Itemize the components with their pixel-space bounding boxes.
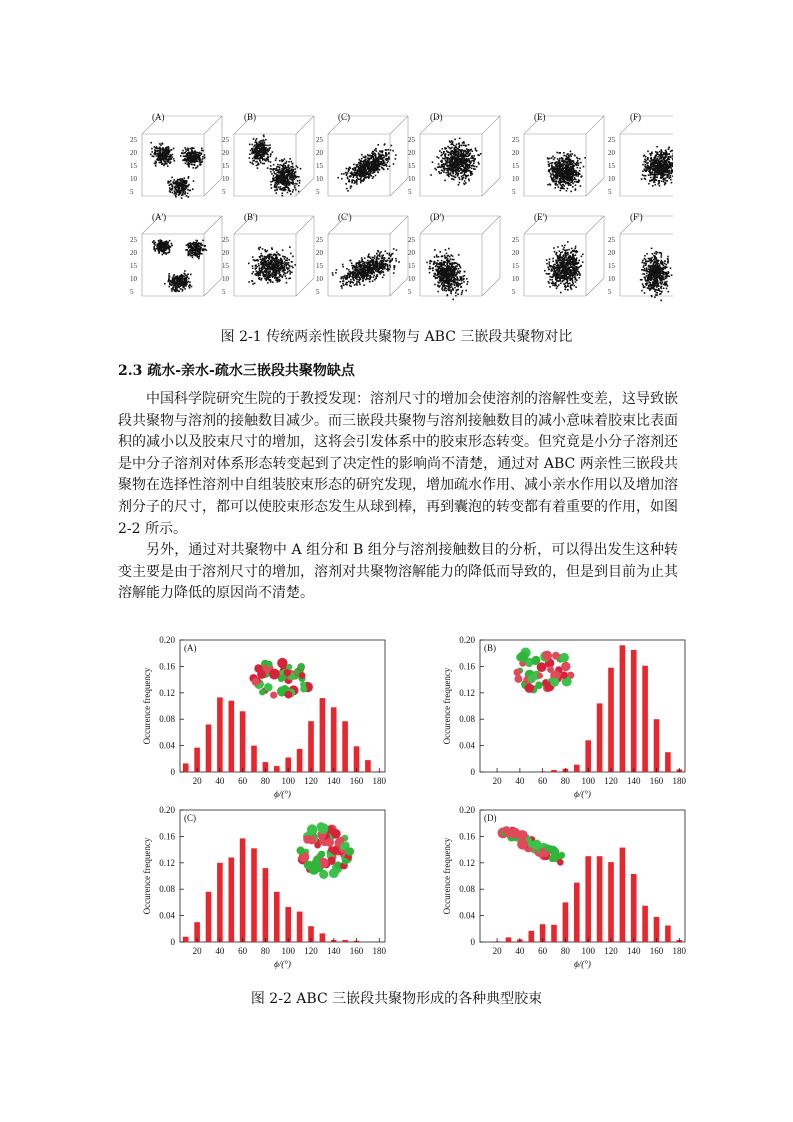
panel-label: (D') bbox=[430, 212, 445, 222]
bar bbox=[251, 848, 257, 942]
bar bbox=[217, 697, 223, 772]
x-tick-label: 100 bbox=[581, 946, 595, 956]
bar-chart-1 bbox=[142, 635, 387, 799]
y-tick-label: 0.04 bbox=[459, 910, 475, 921]
bar bbox=[574, 883, 580, 942]
bar bbox=[585, 740, 591, 772]
scatter-cube-1 bbox=[130, 116, 222, 199]
micelle-illustration bbox=[297, 822, 355, 879]
svg-text:10: 10 bbox=[608, 175, 615, 183]
bar bbox=[631, 874, 637, 942]
y-axis-label: Occurence frequency bbox=[142, 667, 152, 745]
panel-label: (B') bbox=[244, 212, 258, 222]
scatter-cube-7 bbox=[130, 216, 222, 296]
scatter-cube-10 bbox=[408, 216, 500, 300]
svg-text:5: 5 bbox=[316, 188, 320, 196]
svg-text:15: 15 bbox=[222, 162, 229, 170]
bar bbox=[331, 707, 337, 772]
bar bbox=[308, 721, 314, 772]
bar bbox=[320, 698, 326, 772]
bar bbox=[654, 719, 660, 772]
y-tick-label: 0.20 bbox=[459, 805, 475, 815]
bar bbox=[320, 933, 326, 942]
bar bbox=[585, 856, 591, 942]
scatter-cube-4 bbox=[408, 116, 500, 196]
svg-text:15: 15 bbox=[130, 262, 137, 270]
y-tick-label: 0.04 bbox=[159, 740, 175, 751]
svg-text:5: 5 bbox=[512, 188, 516, 196]
x-axis-label: ϕ/(°) bbox=[274, 959, 291, 969]
bar bbox=[206, 892, 212, 942]
y-tick-label: 0.04 bbox=[159, 910, 175, 921]
x-axis-label: ϕ/(°) bbox=[274, 789, 291, 799]
svg-text:25: 25 bbox=[222, 136, 229, 144]
panel-label: (A') bbox=[152, 212, 167, 222]
svg-text:5: 5 bbox=[222, 288, 226, 296]
y-tick-label: 0.16 bbox=[159, 831, 175, 842]
svg-text:10: 10 bbox=[512, 175, 519, 183]
x-tick-label: 140 bbox=[327, 946, 341, 956]
svg-text:20: 20 bbox=[408, 149, 415, 157]
y-tick-label: 0.20 bbox=[459, 635, 475, 645]
svg-text:20: 20 bbox=[512, 149, 519, 157]
y-tick-label: 0.16 bbox=[159, 661, 175, 672]
x-tick-label: 60 bbox=[538, 946, 548, 956]
figure-2-1-image bbox=[128, 108, 673, 318]
x-tick-label: 40 bbox=[515, 946, 525, 956]
x-tick-label: 180 bbox=[672, 946, 687, 956]
svg-text:25: 25 bbox=[316, 136, 323, 144]
bar bbox=[263, 868, 269, 942]
x-tick-label: 20 bbox=[192, 946, 202, 956]
svg-text:20: 20 bbox=[222, 149, 229, 157]
svg-text:5: 5 bbox=[608, 188, 612, 196]
y-tick-label: 0.16 bbox=[459, 831, 475, 842]
x-tick-label: 40 bbox=[215, 946, 225, 956]
svg-text:5: 5 bbox=[130, 188, 134, 196]
x-tick-label: 180 bbox=[372, 946, 387, 956]
x-tick-label: 20 bbox=[492, 946, 502, 956]
x-tick-label: 60 bbox=[538, 776, 548, 786]
bar bbox=[608, 862, 614, 942]
bar bbox=[608, 668, 614, 772]
svg-text:10: 10 bbox=[408, 175, 415, 183]
body-text bbox=[118, 389, 678, 605]
bar bbox=[342, 721, 348, 772]
svg-text:15: 15 bbox=[608, 162, 615, 170]
y-tick-label: 0.16 bbox=[459, 661, 475, 672]
bar bbox=[297, 749, 303, 772]
x-tick-label: 140 bbox=[327, 776, 341, 786]
svg-text:10: 10 bbox=[222, 275, 229, 283]
micelle-illustration bbox=[249, 658, 313, 699]
panel-label: (C) bbox=[184, 813, 196, 823]
svg-text:20: 20 bbox=[222, 249, 229, 257]
svg-text:10: 10 bbox=[316, 175, 323, 183]
y-axis-label: Occurence frequency bbox=[442, 667, 452, 745]
bar bbox=[597, 703, 603, 772]
bar bbox=[240, 838, 246, 942]
x-tick-label: 160 bbox=[349, 776, 364, 786]
x-axis-label: ϕ/(°) bbox=[574, 789, 591, 799]
x-axis-label: ϕ/(°) bbox=[574, 959, 591, 969]
scatter-cube-5 bbox=[512, 116, 604, 196]
x-tick-label: 60 bbox=[238, 776, 248, 786]
bar bbox=[297, 912, 303, 942]
panel-label: (D) bbox=[430, 112, 443, 122]
svg-text:20: 20 bbox=[316, 149, 323, 157]
bar bbox=[551, 925, 557, 942]
panel-label: (B) bbox=[244, 112, 256, 122]
bar bbox=[183, 937, 189, 942]
figure-2-2-caption: 图 2-2 ABC 三嵌段共聚物形成的各种典型胶束 bbox=[250, 991, 543, 1007]
panel-label: (C') bbox=[338, 212, 352, 222]
svg-text:25: 25 bbox=[130, 136, 137, 144]
section-heading: 2.3 疏水-亲水-疏水三嵌段共聚物缺点 bbox=[118, 363, 355, 379]
x-tick-label: 100 bbox=[581, 776, 595, 786]
svg-text:10: 10 bbox=[222, 175, 229, 183]
bar bbox=[206, 725, 212, 773]
x-tick-label: 120 bbox=[604, 946, 618, 956]
panel-label: (A) bbox=[152, 112, 165, 122]
y-tick-label: 0 bbox=[470, 937, 475, 947]
bar bbox=[620, 645, 626, 772]
bar bbox=[229, 701, 235, 772]
scatter-cube-9 bbox=[316, 216, 408, 296]
x-tick-label: 80 bbox=[260, 776, 270, 786]
svg-text:25: 25 bbox=[408, 136, 415, 144]
scatter-cube-6 bbox=[608, 116, 673, 196]
scatter-cube-12 bbox=[608, 216, 673, 301]
bar bbox=[183, 763, 189, 772]
y-tick-label: 0.08 bbox=[159, 884, 175, 895]
y-axis-label: Occurence frequency bbox=[442, 837, 452, 915]
y-tick-label: 0.12 bbox=[159, 687, 175, 698]
x-tick-label: 20 bbox=[192, 776, 202, 786]
x-tick-label: 120 bbox=[304, 776, 318, 786]
x-tick-label: 160 bbox=[349, 946, 364, 956]
y-tick-label: 0.20 bbox=[159, 635, 175, 645]
panel-label: (E') bbox=[534, 212, 548, 222]
bar bbox=[620, 848, 626, 942]
svg-text:25: 25 bbox=[608, 136, 615, 144]
scatter-cube-2 bbox=[222, 116, 314, 197]
svg-text:25: 25 bbox=[512, 136, 519, 144]
x-tick-label: 60 bbox=[238, 946, 248, 956]
svg-text:25: 25 bbox=[222, 236, 229, 244]
svg-text:20: 20 bbox=[130, 249, 137, 257]
bar bbox=[665, 926, 671, 943]
svg-text:10: 10 bbox=[130, 275, 137, 283]
x-tick-label: 40 bbox=[215, 776, 225, 786]
y-tick-label: 0.12 bbox=[159, 857, 175, 868]
svg-text:5: 5 bbox=[130, 288, 134, 296]
svg-text:5: 5 bbox=[408, 188, 412, 196]
svg-text:10: 10 bbox=[130, 175, 137, 183]
bar bbox=[631, 650, 637, 772]
bar bbox=[642, 906, 648, 942]
bar bbox=[274, 766, 280, 772]
panel-label: (F') bbox=[630, 212, 643, 222]
bar-chart-3 bbox=[142, 805, 387, 969]
y-tick-label: 0.20 bbox=[159, 805, 175, 815]
scatter-cube-3 bbox=[316, 116, 408, 196]
bar-chart-2 bbox=[442, 635, 687, 799]
y-tick-label: 0.12 bbox=[459, 687, 475, 698]
x-tick-label: 100 bbox=[281, 946, 295, 956]
x-tick-label: 120 bbox=[304, 946, 318, 956]
y-tick-label: 0 bbox=[470, 767, 475, 777]
bar bbox=[506, 937, 512, 942]
bar bbox=[274, 892, 280, 942]
y-tick-label: 0.08 bbox=[159, 714, 175, 725]
bar bbox=[240, 711, 246, 772]
x-tick-label: 140 bbox=[627, 946, 641, 956]
x-tick-label: 140 bbox=[627, 776, 641, 786]
bar-chart-4 bbox=[442, 805, 687, 969]
scatter-cube-8 bbox=[222, 216, 314, 296]
bar bbox=[574, 765, 580, 772]
panel-label: (C) bbox=[338, 112, 350, 122]
x-tick-label: 80 bbox=[560, 946, 570, 956]
panel-label: (F) bbox=[630, 112, 641, 122]
y-tick-label: 0.04 bbox=[459, 740, 475, 751]
panel-label: (D) bbox=[484, 813, 497, 823]
micelle-illustration bbox=[514, 648, 575, 694]
svg-text:25: 25 bbox=[130, 236, 137, 244]
y-tick-label: 0.08 bbox=[459, 884, 475, 895]
bar bbox=[285, 907, 291, 942]
micelle-illustration bbox=[498, 826, 565, 866]
bar bbox=[563, 902, 569, 942]
bar bbox=[365, 760, 371, 772]
svg-text:5: 5 bbox=[222, 188, 226, 196]
svg-text:15: 15 bbox=[316, 162, 323, 170]
svg-text:15: 15 bbox=[130, 162, 137, 170]
paragraph-2: 另外，通过对共聚物中 A 组分和 B 组分与溶剂接触数目的分析，可以得出发生这种转变主要是由于溶剂尺寸的增加，溶剂对共聚物溶解能力的降低而导致的，但是到目前为止其溶解能力降低的原因尚不清楚。 bbox=[118, 542, 678, 602]
panel-label: (A) bbox=[184, 643, 197, 653]
svg-text:20: 20 bbox=[130, 149, 137, 157]
bar bbox=[529, 931, 535, 942]
paragraph-1: 中国科学院研究生院的于教授发现：溶剂尺寸的增加会使溶剂的溶解性变差，这导致嵌段共聚物与溶剂的接触数目减少。而三嵌段共聚物与溶剂接触数目的减小意味着胶束比表面积的减小以及胶束尺寸的增加，这将会引发体系中的胶束形态转变。但究竟是小分子溶剂还是中分子溶剂对体系形态转变起到了决定性的影响尚不清楚，通过对 ABC 两亲性三嵌段共聚物在选择性溶剂中自组装胶束形态的研究发现，增加疏水作用、减小亲水作用以及增加溶剂分子的尺寸，都可以使胶束形态发生从球到棒，再到囊泡的转变都有着重要的作用，如图 2-2 所示。 bbox=[118, 391, 678, 537]
x-tick-label: 160 bbox=[649, 776, 664, 786]
x-tick-label: 120 bbox=[604, 776, 618, 786]
bar bbox=[551, 770, 557, 772]
y-axis-label: Occurence frequency bbox=[142, 837, 152, 915]
x-tick-label: 100 bbox=[281, 776, 295, 786]
x-tick-label: 180 bbox=[372, 776, 387, 786]
bar bbox=[642, 666, 648, 772]
x-tick-label: 80 bbox=[260, 946, 270, 956]
bar bbox=[597, 856, 603, 942]
y-tick-label: 0 bbox=[170, 937, 175, 947]
x-tick-label: 80 bbox=[560, 776, 570, 786]
svg-text:15: 15 bbox=[408, 162, 415, 170]
x-tick-label: 180 bbox=[672, 776, 687, 786]
bar bbox=[229, 858, 235, 943]
y-tick-label: 0.08 bbox=[459, 714, 475, 725]
bar bbox=[342, 940, 348, 942]
y-tick-label: 0.12 bbox=[459, 857, 475, 868]
panel-label: (B) bbox=[484, 643, 496, 653]
figure-2-2-charts bbox=[120, 632, 690, 982]
scatter-cube-11 bbox=[512, 216, 604, 296]
x-tick-label: 160 bbox=[649, 946, 664, 956]
figure-2-1-caption: 图 2-1 传统两亲性嵌段共聚物与 ABC 三嵌段共聚物对比 bbox=[220, 329, 573, 345]
x-tick-label: 40 bbox=[515, 776, 525, 786]
bar bbox=[217, 863, 223, 942]
y-tick-label: 0 bbox=[170, 767, 175, 777]
bar bbox=[251, 746, 257, 772]
svg-text:15: 15 bbox=[512, 162, 519, 170]
svg-text:15: 15 bbox=[222, 262, 229, 270]
svg-text:20: 20 bbox=[608, 149, 615, 157]
bar bbox=[665, 752, 671, 772]
panel-label: (E) bbox=[534, 112, 546, 122]
x-tick-label: 20 bbox=[492, 776, 502, 786]
